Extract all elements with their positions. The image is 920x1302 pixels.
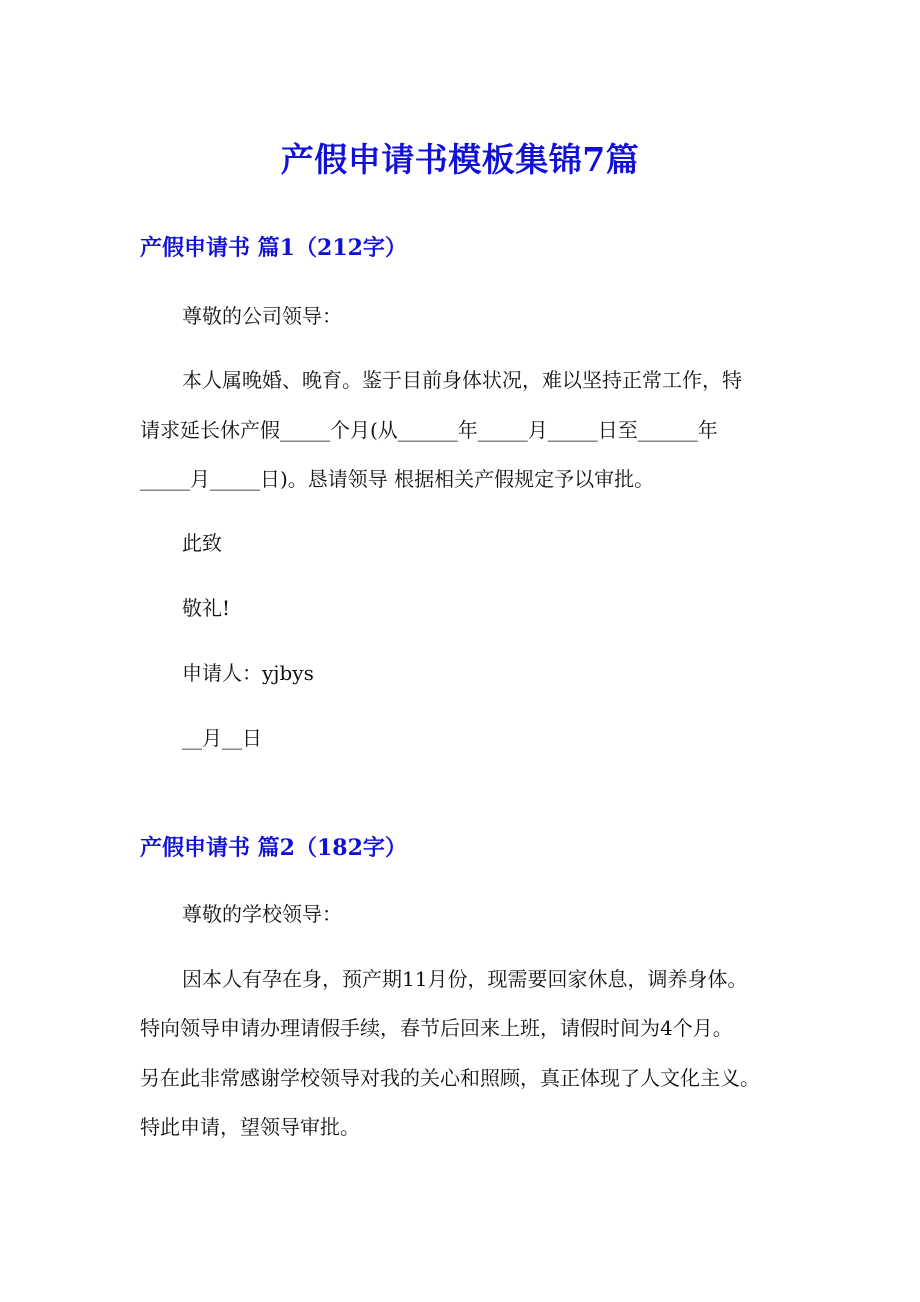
document-title: 产假申请书模板集锦7篇 bbox=[280, 140, 640, 179]
greeting-2: 尊敬的学校领导： bbox=[182, 902, 342, 926]
body-line: 本人属晚婚、晚育。鉴于目前身体状况，难以坚持正常工作，特 bbox=[182, 368, 742, 392]
date-line: __月__日 bbox=[182, 726, 262, 750]
applicant-line: 申请人：yjbys bbox=[182, 661, 314, 685]
body-line: 因本人有孕在身，预产期11月份，现需要回家休息，调养身体。 bbox=[182, 967, 748, 991]
body-line: 特向领导申请办理请假手续，春节后回来上班，请假时间为4个月。 bbox=[140, 1016, 733, 1040]
closing-line: 此致 bbox=[182, 531, 222, 555]
greeting-1: 尊敬的公司领导： bbox=[182, 304, 342, 328]
body-line: 另在此非常感谢学校领导对我的关心和照顾，真正体现了人文化主义。 bbox=[140, 1066, 760, 1090]
body-line: _____月_____日)。恳请领导 根据相关产假规定予以审批。 bbox=[140, 467, 655, 491]
section-heading-1: 产假申请书 篇1（212字） bbox=[140, 235, 407, 261]
closing-line: 敬礼! bbox=[182, 596, 231, 620]
body-line: 特此申请，望领导审批。 bbox=[140, 1115, 360, 1139]
section-heading-2: 产假申请书 篇2（182字） bbox=[140, 835, 407, 861]
body-line: 请求延长休产假_____个月(从______年_____月_____日至______年 bbox=[140, 418, 718, 442]
